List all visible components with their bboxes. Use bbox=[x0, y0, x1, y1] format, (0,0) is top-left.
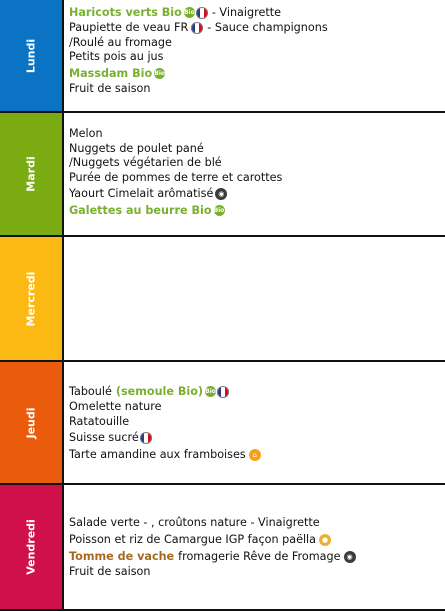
menu-item-text: Purée de pommes de terre et carottes bbox=[69, 170, 283, 184]
menu-item-text: Nuggets de poulet pané bbox=[69, 141, 204, 155]
menu-item-text: Taboulé bbox=[69, 385, 112, 398]
local-producer-icon: ◉ bbox=[344, 551, 356, 563]
menu-item bbox=[69, 65, 439, 82]
menu-item bbox=[69, 565, 439, 580]
homemade-icon: ⌂ bbox=[249, 449, 261, 461]
day-label: Mercredi bbox=[24, 271, 38, 326]
menu-item bbox=[69, 548, 439, 565]
menu-item bbox=[69, 171, 439, 186]
menu-item bbox=[69, 185, 439, 202]
menu-item-text: Fruit de saison bbox=[69, 81, 151, 95]
menu-item-text: Suisse sucré bbox=[69, 431, 139, 445]
bio-label-icon: Bio bbox=[183, 9, 195, 16]
menu-item bbox=[69, 36, 439, 51]
menu-item-text: Fruit de saison bbox=[69, 565, 151, 578]
day-band-vendredi bbox=[0, 485, 62, 609]
menu-item-bio-text: (semoule Bio) bbox=[115, 385, 204, 398]
menu-item-text: Poisson et riz de Camargue IGP façon paëlla bbox=[69, 533, 317, 546]
bio-label-icon: Bio bbox=[213, 207, 225, 215]
bio-label-icon: Bio bbox=[154, 69, 166, 77]
day-band-mercredi bbox=[0, 237, 62, 360]
menu-item bbox=[69, 514, 439, 531]
menu-item-bio-text: Haricots verts Bio bbox=[69, 6, 182, 19]
menu-item bbox=[69, 156, 439, 171]
day-label: Mardi bbox=[24, 156, 38, 192]
menu-item bbox=[69, 415, 439, 430]
menu-item-text: /Nuggets végétarien de blé bbox=[69, 156, 222, 170]
menu-item-text: /Roulé au fromage bbox=[69, 35, 172, 49]
day-lundi bbox=[0, 0, 445, 113]
france-flag-icon bbox=[140, 432, 152, 444]
menu-item-text: Yaourt Cimelait arômatisé bbox=[69, 187, 214, 201]
menu-item-text: Salade verte - , croûtons nature - Vinaigrette bbox=[69, 516, 320, 529]
france-flag-icon bbox=[217, 386, 229, 398]
day-label: Vendredi bbox=[24, 519, 38, 575]
menu-item-bio-text: Galettes au beurre Bio bbox=[69, 204, 212, 218]
menu-item-text: Melon bbox=[69, 127, 103, 140]
local-producer-icon: ◉ bbox=[215, 188, 227, 200]
menu-item-text: Ratatouille bbox=[69, 414, 130, 428]
menu-item-text: - Sauce champignons bbox=[207, 21, 328, 34]
menu-item bbox=[69, 142, 439, 157]
bio-label-icon: Bio bbox=[205, 388, 216, 395]
day-jeudi bbox=[0, 362, 445, 485]
france-flag-icon bbox=[191, 22, 203, 34]
day-label: Lundi bbox=[24, 38, 38, 73]
day-mardi bbox=[0, 113, 445, 237]
menu-item-text: Paupiette de veau FR bbox=[69, 21, 189, 34]
menu-items bbox=[69, 514, 439, 580]
menu-item bbox=[69, 82, 439, 97]
menu-item bbox=[69, 383, 439, 400]
menu-item-text: - Vinaigrette bbox=[211, 6, 282, 19]
menu-item bbox=[69, 202, 439, 219]
day-label: Jeudi bbox=[24, 406, 38, 439]
menu-item-text: Tarte amandine aux framboises bbox=[69, 448, 246, 462]
menu-item-text: Omelette nature bbox=[69, 400, 162, 413]
menu-item bbox=[69, 127, 439, 142]
day-band-mardi bbox=[0, 113, 62, 235]
menu-items bbox=[69, 4, 439, 96]
menu-item bbox=[69, 50, 439, 65]
day-band-jeudi bbox=[0, 362, 62, 483]
menu-item bbox=[69, 429, 439, 446]
igp-label-icon: ● bbox=[319, 534, 331, 546]
menu-item-text: Petits pois au jus bbox=[69, 50, 164, 64]
menu-item bbox=[69, 4, 439, 21]
menu-item-bio-text: Massdam Bio bbox=[69, 66, 153, 80]
menu-item bbox=[69, 531, 439, 548]
day-vendredi bbox=[0, 485, 445, 611]
menu-item bbox=[69, 21, 439, 36]
menu-item-local-text: Tomme de vache bbox=[69, 550, 175, 563]
menu-item-text: fromagerie Rêve de Fromage bbox=[178, 550, 341, 563]
menu-items bbox=[69, 383, 439, 463]
menu-item bbox=[69, 400, 439, 415]
menu-items bbox=[69, 127, 439, 219]
france-flag-icon bbox=[196, 7, 208, 19]
day-mercredi bbox=[0, 237, 445, 362]
menu-item bbox=[69, 446, 439, 463]
day-band-lundi bbox=[0, 0, 62, 111]
